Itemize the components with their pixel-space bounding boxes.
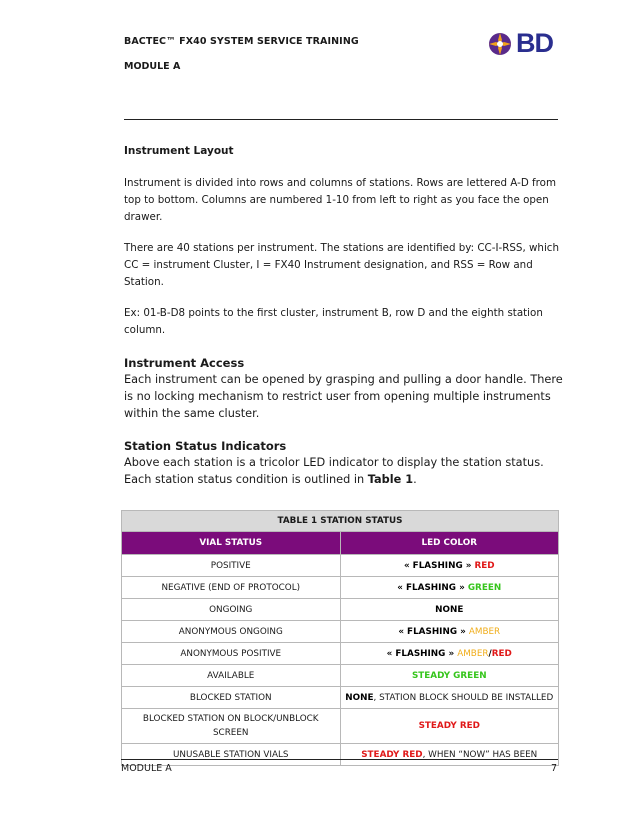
table-row [122, 599, 559, 621]
led-color-text: « FLASHING » [397, 582, 468, 593]
bd-starburst-icon [487, 31, 513, 57]
led-color-text: STEADY RED [418, 721, 480, 731]
table-row [122, 577, 559, 599]
table-header-row [122, 532, 559, 555]
layout-paragraph-1: Instrument is divided into rows and columns of stations. Rows are lettered A-D from top to bottom. Columns are numbered 1-10 from left to right as you face the open drawer. [124, 177, 556, 223]
indicators-text-end: . [413, 473, 417, 486]
document-header-title: BACTEC™ FX40 SYSTEM SERVICE TRAINING [124, 36, 359, 47]
document-header-module: MODULE A [124, 61, 181, 72]
table-title: TABLE 1 STATION STATUS [122, 511, 559, 532]
column-header-led-color: LED COLOR [340, 532, 559, 555]
vial-status-cell: POSITIVE [122, 555, 341, 577]
vial-status-cell: ONGOING [122, 599, 341, 621]
led-color-text: « FLASHING » [398, 626, 469, 637]
led-color-text: RED [474, 560, 495, 571]
led-color-cell [340, 709, 559, 744]
footer-divider [121, 759, 558, 760]
led-color-text: / [488, 648, 492, 659]
led-color-text: , STATION BLOCK SHOULD BE INSTALLED [373, 692, 554, 703]
vial-status-cell: ANONYMOUS ONGOING [122, 621, 341, 643]
page-number: 7 [551, 763, 558, 774]
table-reference-link: Table 1 [367, 473, 414, 486]
header-divider [124, 119, 558, 120]
led-color-text: NONE [345, 692, 374, 703]
led-color-cell [340, 687, 559, 709]
bd-logo-text: BD [516, 28, 553, 58]
led-color-cell [340, 643, 559, 665]
layout-paragraph-3: Ex: 01-B-D8 points to the first cluster, instrument B, row D and the eighth station column. [124, 307, 543, 336]
led-color-text: AMBER [457, 648, 489, 659]
led-color-cell [340, 577, 559, 599]
led-color-cell [340, 555, 559, 577]
indicators-text: Above each station is a tricolor LED indicator to display the station status. Each station status condition is outlined in [124, 456, 544, 486]
led-color-text: AMBER [468, 626, 501, 637]
led-color-text: STEADY RED [361, 749, 423, 760]
led-color-text: NONE [435, 604, 464, 615]
station-status-table [121, 510, 559, 766]
table-row [122, 621, 559, 643]
table-row [122, 709, 559, 744]
table-row [122, 643, 559, 665]
access-paragraph: Each instrument can be opened by grasping and pulling a door handle. There is no locking mechanism to restrict user from opening multiple instruments within the same cluster. [124, 373, 563, 420]
led-color-cell [340, 621, 559, 643]
led-color-text: , WHEN “NOW” HAS BEEN [422, 749, 538, 760]
section-heading-layout: Instrument Layout [124, 145, 234, 157]
table-body [122, 555, 559, 766]
layout-paragraph-2: There are 40 stations per instrument. The stations are identified by: CC-I-RSS, which CC = instrument Cluster, I = FX40 Instrument designation, and RSS = Row and Station. [124, 242, 559, 288]
section-heading-access: Instrument Access [124, 356, 245, 370]
table-row [122, 687, 559, 709]
led-color-text: STEADY GREEN [411, 670, 487, 681]
indicators-paragraph [124, 454, 564, 488]
bd-logo [487, 30, 553, 57]
vial-status-cell: BLOCKED STATION [122, 687, 341, 709]
vial-status-cell: ANONYMOUS POSITIVE [122, 643, 341, 665]
vial-status-cell: UNUSABLE STATION VIALS [122, 744, 341, 766]
table-row [122, 744, 559, 766]
document-body [124, 144, 564, 504]
led-color-text: RED [491, 648, 512, 659]
led-color-text: GREEN [467, 582, 502, 593]
led-color-cell [340, 599, 559, 621]
led-color-text: « FLASHING » [403, 560, 475, 571]
footer-module: MODULE A [121, 763, 172, 774]
vial-status-cell: BLOCKED STATION ON BLOCK/UNBLOCK SCREEN [122, 709, 341, 744]
led-color-cell [340, 744, 559, 766]
led-color-cell [340, 665, 559, 687]
table-row [122, 665, 559, 687]
vial-status-cell: AVAILABLE [122, 665, 341, 687]
table-row [122, 555, 559, 577]
vial-status-cell: NEGATIVE (END OF PROTOCOL) [122, 577, 341, 599]
led-color-text: « FLASHING » [386, 648, 458, 659]
section-heading-indicators: Station Status Indicators [124, 439, 287, 453]
column-header-vial-status: VIAL STATUS [122, 532, 341, 555]
